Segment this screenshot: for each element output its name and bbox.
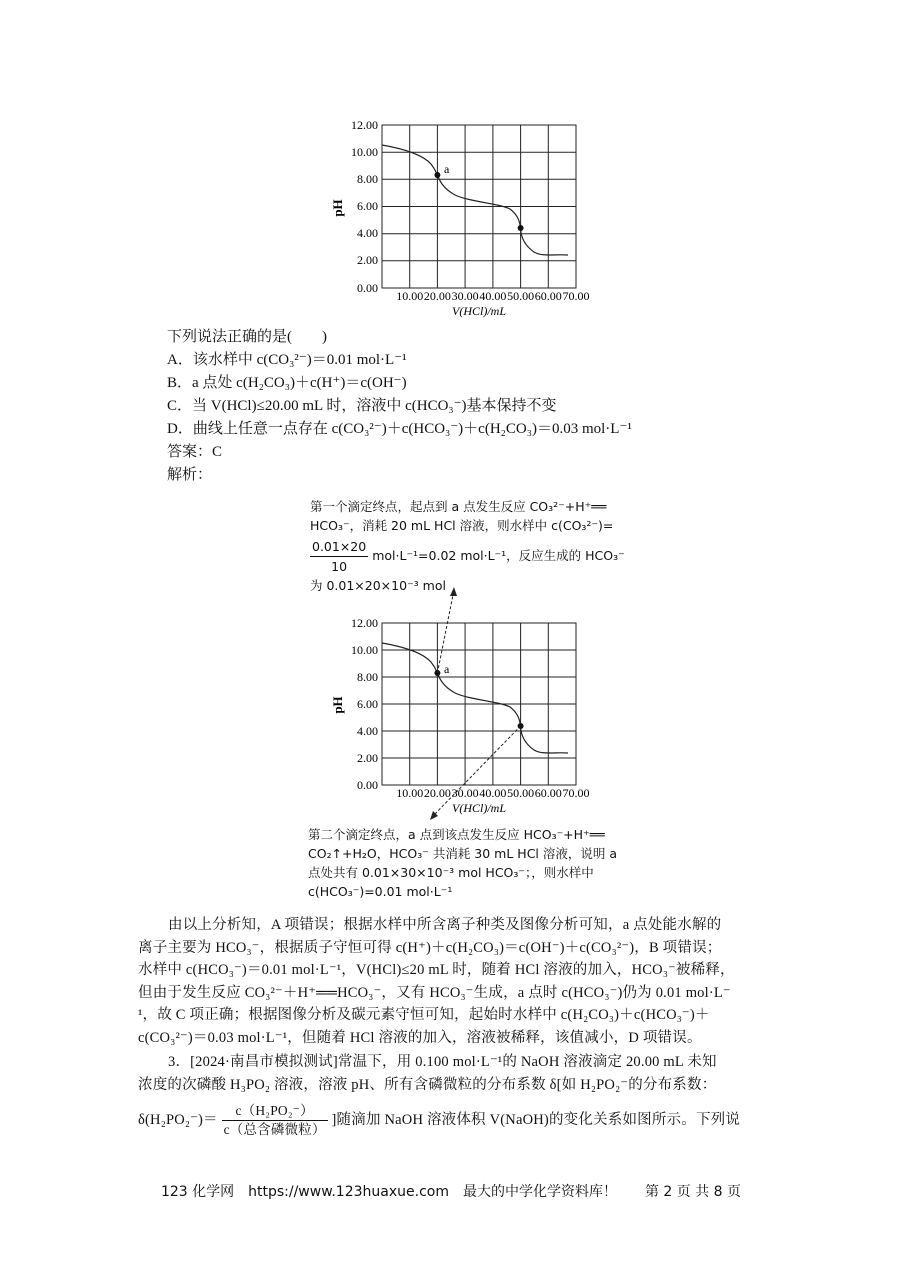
answer: 答案：C <box>167 444 223 460</box>
y-tick: 10.00 <box>351 643 378 657</box>
analysis-line: 水样中 c(HCO₃⁻)＝0.01 mol·L⁻¹，V(HCl)≤20 mL 时，随着 HCl 溶液的加入，HCO₃⁻被稀释， <box>138 962 735 978</box>
problem-3 <box>138 1051 778 1139</box>
point-a-label: a <box>444 662 450 676</box>
fraction-numerator: 0.01×20 <box>310 537 368 557</box>
y-tick: 10.00 <box>351 145 378 159</box>
page-footer: 123 化学网 https://www.123huaxue.com 最大的中学化学资料库！ 第 2 页 共 8 页 <box>160 1184 742 1200</box>
fraction-denominator: c（总含磷微粒） <box>223 1122 326 1137</box>
y-tick: 6.00 <box>357 697 378 711</box>
y-tick: 12.00 <box>351 616 378 630</box>
y-axis-label: pH <box>330 696 345 714</box>
x-tick: 40.00 <box>479 289 507 303</box>
problem-line <box>138 1102 778 1139</box>
analysis-line: 但由于发生反应 CO₃²⁻＋H⁺══HCO₃⁻，又有 HCO₃⁻生成，a 点时 c(HCO₃⁻)仍为 0.01 mol·L⁻ <box>138 984 731 1001</box>
problem-line: 浓度的次磷酸 H₃PO₂ 溶液，溶液 pH、所有含磷微粒的分布系数 δ[如 H₂PO₂⁻的分布系数： <box>138 1076 717 1093</box>
annotation-line: c(HCO₃⁻)=0.01 mol·L⁻¹ <box>308 884 453 899</box>
y-tick: 6.00 <box>357 199 378 213</box>
annotation-line: CO₂↑+H₂O，HCO₃⁻ 共消耗 30 mL HCl 溶液，说明 a <box>308 846 617 861</box>
y-tick: 8.00 <box>357 670 378 684</box>
annotation-line: 点处共有 0.01×30×10⁻³ mol HCO₃⁻；，则水样中 <box>308 865 594 880</box>
arrow-up-dashed <box>437 590 454 673</box>
arrow-up-head <box>450 587 457 596</box>
y-tick-labels <box>351 616 378 792</box>
titration-chart-top <box>320 112 610 320</box>
annotation-line <box>310 537 640 576</box>
titration-chart-annotated <box>320 585 610 821</box>
x-axis-label: V(HCl)/mL <box>452 304 506 318</box>
analysis-line: ¹，故 C 项正确；根据图像分析及碳元素守恒可知，起始时水样中 c(H₂CO₃)＋c(HCO₃⁻)＋ <box>138 1007 710 1023</box>
x-tick-labels <box>396 786 589 800</box>
question-stem: 下列说法正确的是( ) <box>167 329 327 345</box>
point-a-label: a <box>444 162 450 176</box>
annotation-text: mol·L⁻¹=0.02 mol·L⁻¹，反应生成的 HCO₃⁻ <box>372 548 625 563</box>
y-tick: 2.00 <box>357 253 378 267</box>
x-tick: 60.00 <box>534 786 562 800</box>
x-tick: 40.00 <box>479 786 507 800</box>
x-tick: 10.00 <box>396 786 424 800</box>
problem-line: 3．[2024·南昌市模拟测试]常温下，用 0.100 mol·L⁻¹的 NaOH 溶液滴定 20.00 mL 未知 <box>168 1054 717 1070</box>
x-tick: 30.00 <box>451 289 479 303</box>
y-tick: 12.00 <box>351 118 378 132</box>
x-axis-label: V(HCl)/mL <box>452 801 506 815</box>
point-a <box>434 172 440 178</box>
point-b <box>518 225 524 231</box>
fraction-denominator: 10 <box>331 559 348 574</box>
x-tick: 60.00 <box>534 289 562 303</box>
x-tick: 30.00 <box>451 786 479 800</box>
x-tick-labels <box>396 289 589 303</box>
annotation-bottom <box>308 825 648 901</box>
x-tick: 50.00 <box>507 786 535 800</box>
option-d: D．曲线上任意一点存在 c(CO₃²⁻)＋c(HCO₃⁻)＋c(H₂CO₃)＝0.03 mol·L⁻¹ <box>167 421 632 437</box>
fraction <box>310 537 368 576</box>
annotation-line: 第一个滴定终点，起点到 a 点发生反应 CO₃²⁻+H⁺══ <box>310 499 607 514</box>
x-tick: 20.00 <box>423 289 451 303</box>
y-tick: 2.00 <box>357 751 378 765</box>
chart-grid <box>382 125 576 288</box>
annotation-line: 为 0.01×20×10⁻³ mol <box>310 578 446 593</box>
chart-grid <box>382 623 576 785</box>
delta-expression: δ(H₂PO₂⁻)＝ <box>138 1111 218 1128</box>
annotation-line: HCO₃⁻，消耗 20 mL HCl 溶液，则水样中 c(CO₃²⁻)= <box>310 518 614 533</box>
analysis-label: 解析： <box>167 467 213 483</box>
fraction-numerator: c（H₂PO₂⁻） <box>222 1102 328 1121</box>
y-tick: 0.00 <box>357 778 378 792</box>
y-tick-labels <box>351 118 378 295</box>
analysis-line: 由以上分析知，A 项错误；根据水样中所含离子种类及图像分析可知，a 点处能水解的 <box>168 917 722 933</box>
analysis-line: 离子主要为 HCO₃⁻，根据质子守恒可得 c(H⁺)＋c(H₂CO₃)＝c(OH⁻)＋c(CO₃²⁻)，B 项错误； <box>138 939 722 956</box>
option-a: A．该水样中 c(CO₃²⁻)＝0.01 mol·L⁻¹ <box>167 352 407 368</box>
y-tick: 0.00 <box>357 281 378 295</box>
option-b: B．a 点处 c(H₂CO₃)＋c(H⁺)＝c(OH⁻) <box>167 375 407 391</box>
x-tick: 70.00 <box>562 289 590 303</box>
problem-text: ]随滴加 NaOH 溶液体积 V(NaOH)的变化关系如图所示。下列说 <box>331 1111 741 1128</box>
analysis-line: c(CO₃²⁻)＝0.03 mol·L⁻¹，但随着 HCl 溶液的加入，溶液被稀释，该值减小，D 项错误。 <box>138 1029 702 1046</box>
annotation-top <box>310 497 640 595</box>
y-tick: 8.00 <box>357 172 378 186</box>
y-tick: 4.00 <box>357 724 378 738</box>
analysis-paragraph <box>138 914 778 1049</box>
x-tick: 10.00 <box>396 289 424 303</box>
x-tick: 70.00 <box>562 786 590 800</box>
y-axis-label: pH <box>330 199 345 217</box>
x-tick: 20.00 <box>423 786 451 800</box>
fraction <box>222 1102 328 1139</box>
x-tick: 50.00 <box>507 289 535 303</box>
y-tick: 4.00 <box>357 226 378 240</box>
annotation-line: 第二个滴定终点，a 点到该点发生反应 HCO₃⁻+H⁺══ <box>308 827 605 842</box>
option-c: C．当 V(HCl)≤20.00 mL 时，溶液中 c(HCO₃⁻)基本保持不变 <box>167 398 557 414</box>
